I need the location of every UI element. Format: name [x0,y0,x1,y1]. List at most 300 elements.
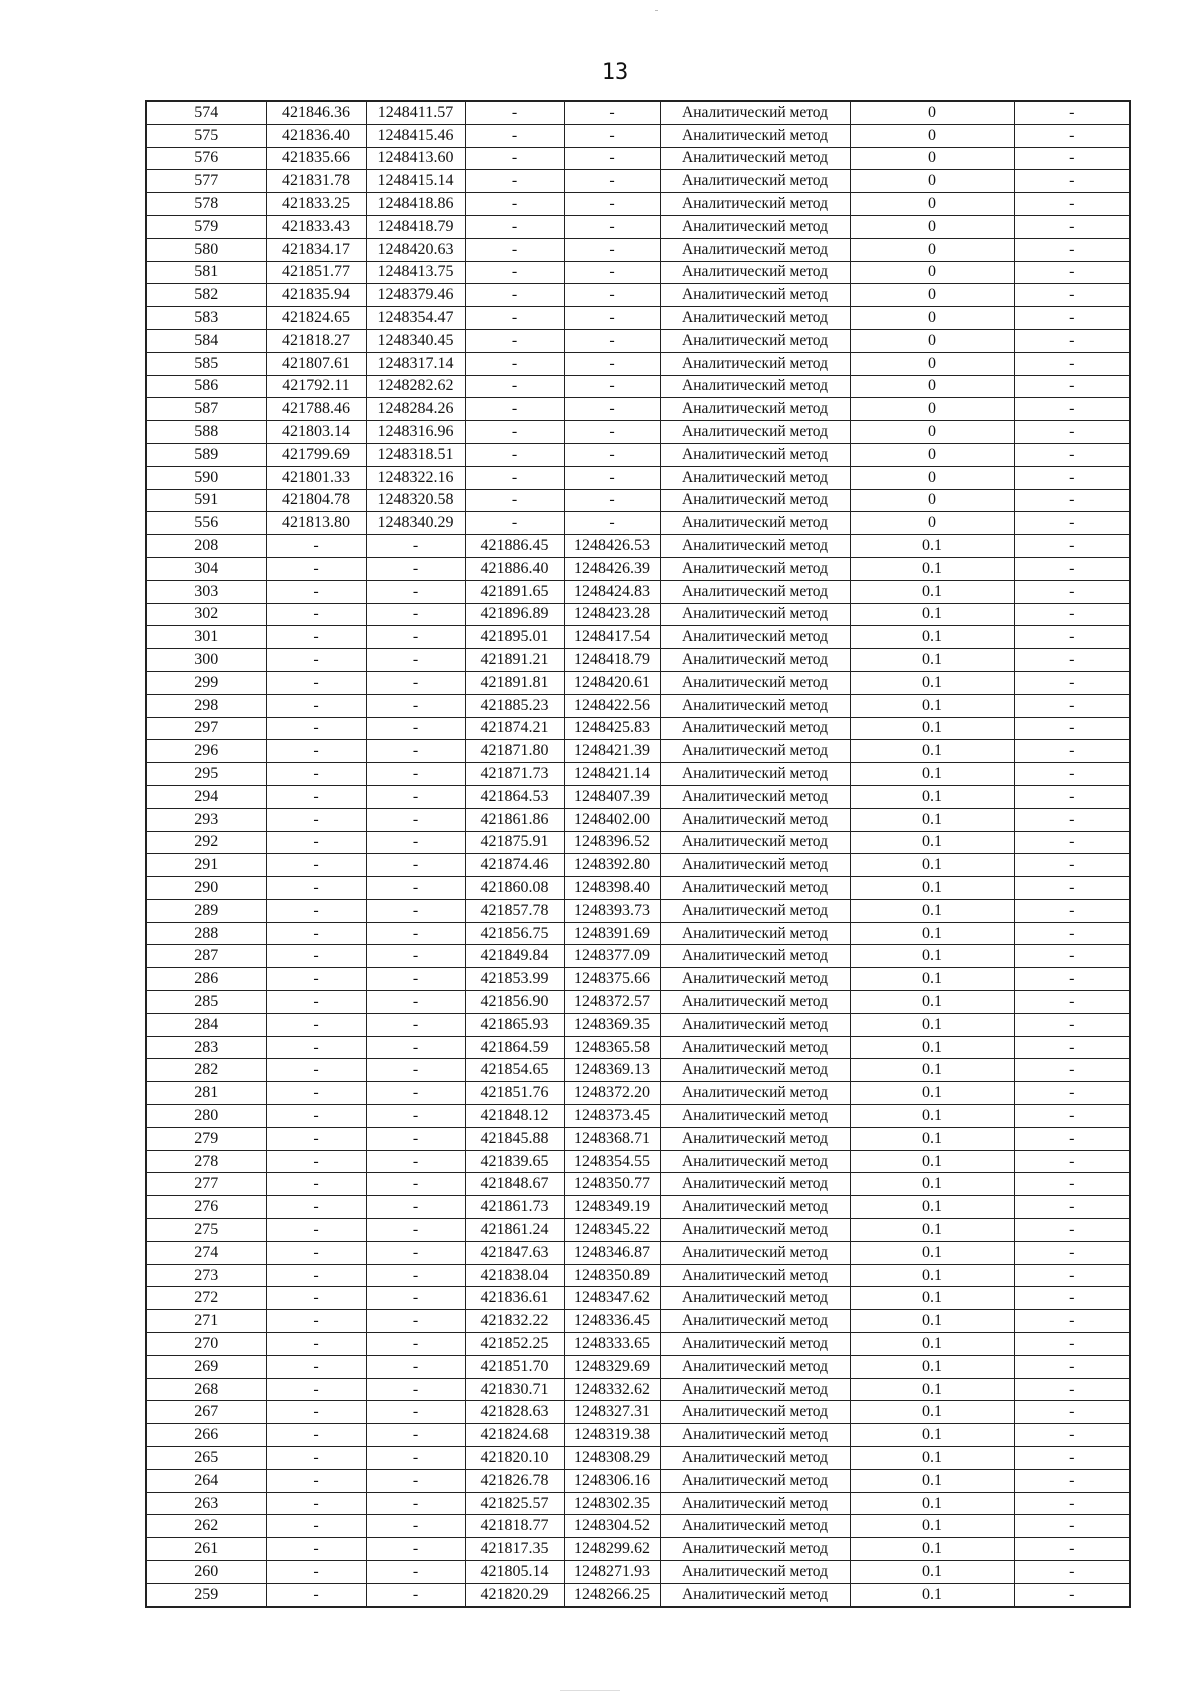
x-existing-cell: 421792.11 [266,375,366,398]
error-cell: 0 [850,489,1014,512]
note-cell: - [1014,1287,1130,1310]
x-existing-cell: 421788.46 [266,398,366,421]
error-cell: 0 [850,352,1014,375]
y-existing-cell: - [366,1105,465,1128]
error-cell: 0.1 [850,922,1014,945]
table-row [146,763,1130,786]
x-existing-cell: - [266,649,366,672]
x-new-cell: 421861.24 [465,1219,564,1242]
y-existing-cell: 1248411.57 [366,101,465,124]
point-number-cell: 588 [146,421,266,444]
note-cell: - [1014,1150,1130,1173]
y-new-cell: - [564,101,660,124]
y-existing-cell: - [366,1036,465,1059]
point-number-cell: 269 [146,1355,266,1378]
x-existing-cell: - [266,580,366,603]
point-number-cell: 262 [146,1515,266,1538]
error-cell: 0.1 [850,603,1014,626]
x-new-cell: 421853.99 [465,968,564,991]
y-new-cell: - [564,375,660,398]
point-number-cell: 587 [146,398,266,421]
note-cell: - [1014,421,1130,444]
x-new-cell: 421886.40 [465,557,564,580]
table-row [146,1082,1130,1105]
y-new-cell: 1248422.56 [564,694,660,717]
method-cell: Аналитический метод [660,626,850,649]
y-existing-cell: - [366,1424,465,1447]
y-new-cell: 1248365.58 [564,1036,660,1059]
x-new-cell: 421825.57 [465,1492,564,1515]
y-new-cell: 1248368.71 [564,1127,660,1150]
error-cell: 0.1 [850,557,1014,580]
note-cell: - [1014,512,1130,535]
table-row [146,557,1130,580]
method-cell: Аналитический метод [660,717,850,740]
x-existing-cell: 421835.94 [266,284,366,307]
error-cell: 0 [850,443,1014,466]
point-number-cell: 303 [146,580,266,603]
y-existing-cell: 1248420.63 [366,238,465,261]
point-number-cell: 580 [146,238,266,261]
x-new-cell: 421832.22 [465,1310,564,1333]
y-existing-cell: - [366,1515,465,1538]
method-cell: Аналитический метод [660,284,850,307]
method-cell: Аналитический метод [660,1196,850,1219]
method-cell: Аналитический метод [660,489,850,512]
point-number-cell: 584 [146,329,266,352]
note-cell: - [1014,922,1130,945]
method-cell: Аналитический метод [660,649,850,672]
y-new-cell: - [564,238,660,261]
x-new-cell: 421885.23 [465,694,564,717]
y-existing-cell: - [366,740,465,763]
method-cell: Аналитический метод [660,170,850,193]
point-number-cell: 576 [146,147,266,170]
point-number-cell: 586 [146,375,266,398]
y-new-cell: 1248271.93 [564,1561,660,1584]
y-new-cell: 1248396.52 [564,831,660,854]
note-cell: - [1014,1219,1130,1242]
note-cell: - [1014,261,1130,284]
error-cell: 0.1 [850,1264,1014,1287]
note-cell: - [1014,124,1130,147]
note-cell: - [1014,626,1130,649]
error-cell: 0.1 [850,1583,1014,1606]
y-existing-cell: - [366,1310,465,1333]
y-existing-cell: 1248354.47 [366,307,465,330]
point-number-cell: 302 [146,603,266,626]
note-cell: - [1014,193,1130,216]
y-new-cell: 1248349.19 [564,1196,660,1219]
y-new-cell: 1248425.83 [564,717,660,740]
y-existing-cell: - [366,1333,465,1356]
method-cell: Аналитический метод [660,1287,850,1310]
y-existing-cell: 1248418.86 [366,193,465,216]
y-new-cell: - [564,329,660,352]
note-cell: - [1014,489,1130,512]
y-new-cell: 1248372.20 [564,1082,660,1105]
x-new-cell: 421891.21 [465,649,564,672]
method-cell: Аналитический метод [660,1583,850,1606]
table-row [146,991,1130,1014]
error-cell: 0.1 [850,717,1014,740]
y-new-cell: 1248373.45 [564,1105,660,1128]
method-cell: Аналитический метод [660,968,850,991]
method-cell: Аналитический метод [660,899,850,922]
x-new-cell: 421836.61 [465,1287,564,1310]
y-new-cell: - [564,443,660,466]
point-number-cell: 591 [146,489,266,512]
y-existing-cell: 1248318.51 [366,443,465,466]
note-cell: - [1014,1059,1130,1082]
y-new-cell: 1248369.13 [564,1059,660,1082]
y-existing-cell: - [366,694,465,717]
note-cell: - [1014,1173,1130,1196]
x-new-cell: - [465,284,564,307]
x-new-cell: 421820.10 [465,1447,564,1470]
point-number-cell: 293 [146,808,266,831]
x-new-cell: - [465,329,564,352]
error-cell: 0.1 [850,1424,1014,1447]
point-number-cell: 285 [146,991,266,1014]
y-existing-cell: - [366,626,465,649]
y-existing-cell: - [366,945,465,968]
method-cell: Аналитический метод [660,557,850,580]
note-cell: - [1014,1036,1130,1059]
error-cell: 0.1 [850,671,1014,694]
x-new-cell: 421856.90 [465,991,564,1014]
x-new-cell: - [465,398,564,421]
error-cell: 0.1 [850,1036,1014,1059]
method-cell: Аналитический метод [660,124,850,147]
table-row [146,1173,1130,1196]
error-cell: 0 [850,329,1014,352]
x-new-cell: 421875.91 [465,831,564,854]
y-existing-cell: - [366,1059,465,1082]
point-number-cell: 271 [146,1310,266,1333]
note-cell: - [1014,352,1130,375]
x-existing-cell: 421801.33 [266,466,366,489]
y-new-cell: 1248350.77 [564,1173,660,1196]
y-new-cell: 1248377.09 [564,945,660,968]
method-cell: Аналитический метод [660,193,850,216]
y-new-cell: - [564,193,660,216]
method-cell: Аналитический метод [660,740,850,763]
x-existing-cell: - [266,808,366,831]
y-existing-cell: - [366,1013,465,1036]
table-row [146,649,1130,672]
y-existing-cell: - [366,535,465,558]
point-number-cell: 298 [146,694,266,717]
error-cell: 0.1 [850,1059,1014,1082]
x-new-cell: - [465,238,564,261]
y-existing-cell: - [366,877,465,900]
y-existing-cell: 1248322.16 [366,466,465,489]
method-cell: Аналитический метод [660,1013,850,1036]
table-row [146,899,1130,922]
x-new-cell: - [465,307,564,330]
x-new-cell: - [465,489,564,512]
y-existing-cell: - [366,808,465,831]
y-new-cell: - [564,352,660,375]
point-number-cell: 259 [146,1583,266,1606]
table-row [146,147,1130,170]
error-cell: 0 [850,147,1014,170]
y-existing-cell: 1248320.58 [366,489,465,512]
y-existing-cell: - [366,671,465,694]
x-existing-cell: - [266,877,366,900]
error-cell: 0.1 [850,1561,1014,1584]
note-cell: - [1014,877,1130,900]
x-existing-cell: 421813.80 [266,512,366,535]
x-new-cell: 421830.71 [465,1378,564,1401]
y-existing-cell: - [366,785,465,808]
table-row [146,671,1130,694]
y-existing-cell: 1248284.26 [366,398,465,421]
method-cell: Аналитический метод [660,1469,850,1492]
table-row [146,1150,1130,1173]
y-new-cell: 1248347.62 [564,1287,660,1310]
x-existing-cell: 421833.25 [266,193,366,216]
error-cell: 0 [850,238,1014,261]
method-cell: Аналитический метод [660,603,850,626]
table-row [146,922,1130,945]
y-existing-cell: 1248415.46 [366,124,465,147]
table-row [146,512,1130,535]
method-cell: Аналитический метод [660,1127,850,1150]
x-existing-cell: - [266,785,366,808]
point-number-cell: 294 [146,785,266,808]
x-existing-cell: 421804.78 [266,489,366,512]
note-cell: - [1014,649,1130,672]
y-new-cell: 1248421.39 [564,740,660,763]
method-cell: Аналитический метод [660,671,850,694]
method-cell: Аналитический метод [660,1219,850,1242]
x-new-cell: 421864.53 [465,785,564,808]
note-cell: - [1014,1561,1130,1584]
table-row [146,1401,1130,1424]
x-new-cell: 421864.59 [465,1036,564,1059]
table-row [146,1196,1130,1219]
y-new-cell: - [564,421,660,444]
error-cell: 0.1 [850,1447,1014,1470]
y-existing-cell: - [366,1082,465,1105]
point-number-cell: 575 [146,124,266,147]
x-new-cell: 421865.93 [465,1013,564,1036]
note-cell: - [1014,1013,1130,1036]
y-existing-cell: 1248340.29 [366,512,465,535]
point-number-cell: 301 [146,626,266,649]
x-existing-cell: - [266,535,366,558]
method-cell: Аналитический метод [660,831,850,854]
y-existing-cell: - [366,649,465,672]
note-cell: - [1014,1538,1130,1561]
point-number-cell: 304 [146,557,266,580]
y-new-cell: 1248299.62 [564,1538,660,1561]
y-existing-cell: - [366,1401,465,1424]
x-existing-cell: 421831.78 [266,170,366,193]
note-cell: - [1014,1355,1130,1378]
method-cell: Аналитический метод [660,763,850,786]
x-new-cell: 421838.04 [465,1264,564,1287]
error-cell: 0.1 [850,1378,1014,1401]
x-new-cell: 421874.21 [465,717,564,740]
x-existing-cell: 421836.40 [266,124,366,147]
error-cell: 0.1 [850,626,1014,649]
table-row [146,466,1130,489]
coordinates-table [145,100,1131,1608]
y-new-cell: 1248417.54 [564,626,660,649]
note-cell: - [1014,991,1130,1014]
y-existing-cell: - [366,1355,465,1378]
method-cell: Аналитический метод [660,694,850,717]
y-new-cell: 1248336.45 [564,1310,660,1333]
x-new-cell: 421886.45 [465,535,564,558]
method-cell: Аналитический метод [660,101,850,124]
y-new-cell: 1248327.31 [564,1401,660,1424]
y-new-cell: - [564,512,660,535]
table-row [146,877,1130,900]
y-new-cell: 1248426.53 [564,535,660,558]
point-number-cell: 291 [146,854,266,877]
note-cell: - [1014,238,1130,261]
x-existing-cell: - [266,968,366,991]
table-row [146,717,1130,740]
y-new-cell: 1248304.52 [564,1515,660,1538]
point-number-cell: 274 [146,1241,266,1264]
table-row [146,1378,1130,1401]
x-existing-cell: - [266,603,366,626]
note-cell: - [1014,147,1130,170]
point-number-cell: 275 [146,1219,266,1242]
note-cell: - [1014,945,1130,968]
point-number-cell: 289 [146,899,266,922]
x-existing-cell: - [266,899,366,922]
method-cell: Аналитический метод [660,329,850,352]
x-existing-cell: - [266,1059,366,1082]
error-cell: 0 [850,215,1014,238]
x-existing-cell: - [266,854,366,877]
error-cell: 0.1 [850,1355,1014,1378]
y-new-cell: 1248423.28 [564,603,660,626]
method-cell: Аналитический метод [660,1447,850,1470]
y-new-cell: 1248393.73 [564,899,660,922]
note-cell: - [1014,398,1130,421]
x-new-cell: 421826.78 [465,1469,564,1492]
y-new-cell: 1248407.39 [564,785,660,808]
note-cell: - [1014,1082,1130,1105]
error-cell: 0.1 [850,1082,1014,1105]
point-number-cell: 288 [146,922,266,945]
point-number-cell: 273 [146,1264,266,1287]
note-cell: - [1014,329,1130,352]
x-new-cell: 421856.75 [465,922,564,945]
error-cell: 0 [850,421,1014,444]
note-cell: - [1014,831,1130,854]
note-cell: - [1014,1492,1130,1515]
y-existing-cell: - [366,1196,465,1219]
y-existing-cell: - [366,603,465,626]
note-cell: - [1014,375,1130,398]
method-cell: Аналитический метод [660,1561,850,1584]
x-existing-cell: - [266,740,366,763]
note-cell: - [1014,1196,1130,1219]
x-new-cell: 421824.68 [465,1424,564,1447]
note-cell: - [1014,1264,1130,1287]
x-existing-cell: - [266,1105,366,1128]
error-cell: 0.1 [850,854,1014,877]
point-number-cell: 577 [146,170,266,193]
x-new-cell: - [465,147,564,170]
point-number-cell: 268 [146,1378,266,1401]
y-existing-cell: - [366,899,465,922]
method-cell: Аналитический метод [660,215,850,238]
x-new-cell: - [465,101,564,124]
error-cell: 0.1 [850,1241,1014,1264]
method-cell: Аналитический метод [660,421,850,444]
table-row [146,1355,1130,1378]
x-existing-cell: - [266,1036,366,1059]
table-row [146,489,1130,512]
point-number-cell: 574 [146,101,266,124]
point-number-cell: 300 [146,649,266,672]
method-cell: Аналитический метод [660,1310,850,1333]
point-number-cell: 264 [146,1469,266,1492]
x-new-cell: - [465,124,564,147]
y-new-cell: 1248392.80 [564,854,660,877]
method-cell: Аналитический метод [660,1538,850,1561]
error-cell: 0.1 [850,808,1014,831]
method-cell: Аналитический метод [660,512,850,535]
table-row [146,1469,1130,1492]
x-existing-cell: - [266,1424,366,1447]
x-existing-cell: 421799.69 [266,443,366,466]
error-cell: 0.1 [850,831,1014,854]
error-cell: 0.1 [850,1013,1014,1036]
x-existing-cell: - [266,557,366,580]
point-number-cell: 282 [146,1059,266,1082]
note-cell: - [1014,854,1130,877]
x-new-cell: 421895.01 [465,626,564,649]
error-cell: 0.1 [850,1173,1014,1196]
table-row [146,352,1130,375]
y-new-cell: 1248354.55 [564,1150,660,1173]
y-existing-cell: - [366,1492,465,1515]
x-new-cell: 421857.78 [465,899,564,922]
error-cell: 0.1 [850,1469,1014,1492]
method-cell: Аналитический метод [660,1173,850,1196]
method-cell: Аналитический метод [660,398,850,421]
x-existing-cell: - [266,1333,366,1356]
x-existing-cell: 421835.66 [266,147,366,170]
x-existing-cell: - [266,1287,366,1310]
y-existing-cell: - [366,1378,465,1401]
y-existing-cell: - [366,1127,465,1150]
x-new-cell: 421891.65 [465,580,564,603]
note-cell: - [1014,466,1130,489]
x-existing-cell: - [266,1492,366,1515]
point-number-cell: 279 [146,1127,266,1150]
y-existing-cell: 1248317.14 [366,352,465,375]
error-cell: 0.1 [850,694,1014,717]
point-number-cell: 277 [146,1173,266,1196]
table-row [146,1583,1130,1606]
point-number-cell: 284 [146,1013,266,1036]
y-new-cell: 1248418.79 [564,649,660,672]
x-existing-cell: - [266,1583,366,1606]
error-cell: 0 [850,193,1014,216]
y-new-cell: 1248420.61 [564,671,660,694]
